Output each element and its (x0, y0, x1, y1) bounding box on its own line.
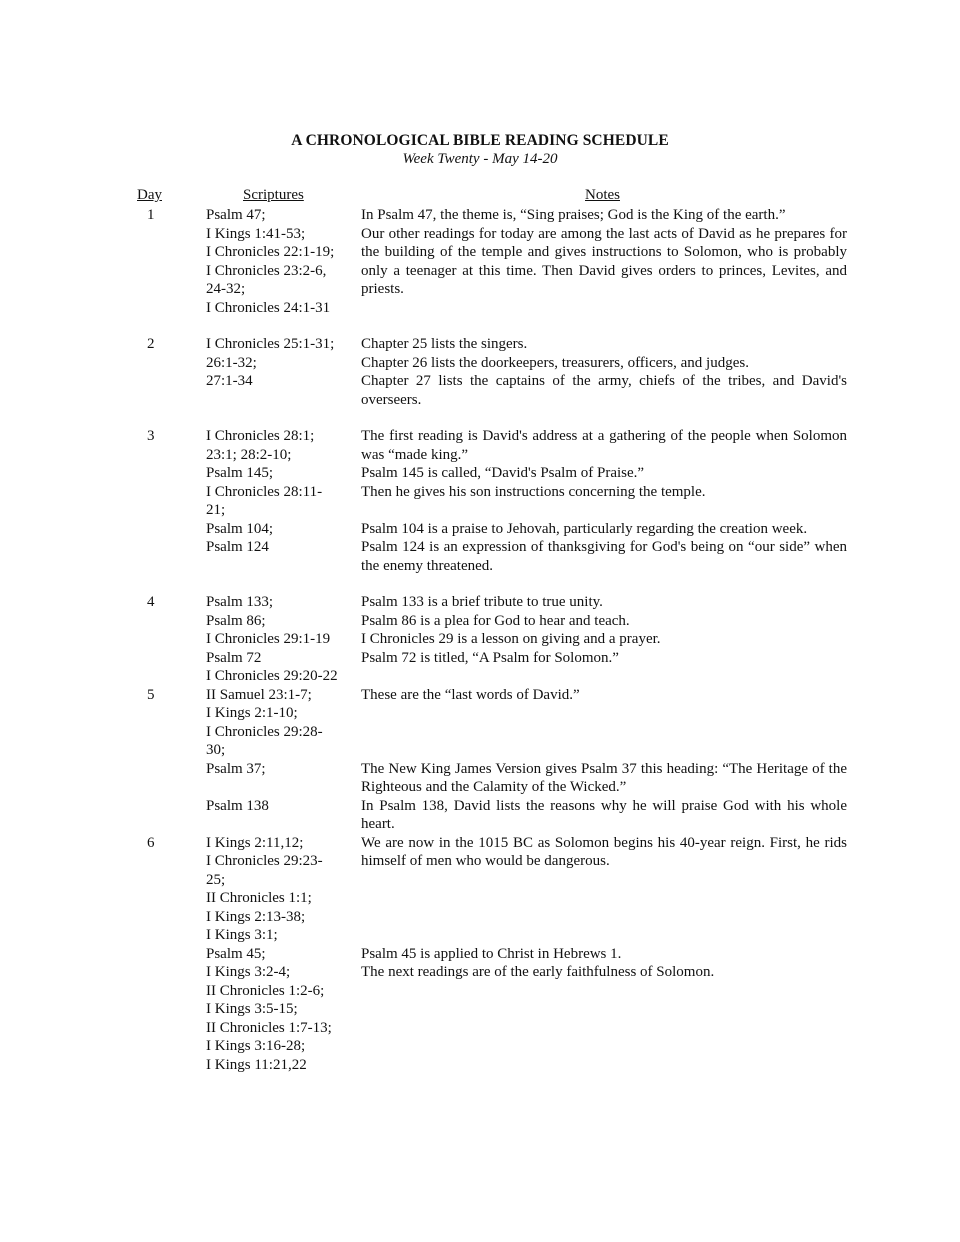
scripture-reference: I Kings 2:11,12; (206, 834, 304, 851)
scripture-reference: I Kings 2:1-10; (206, 705, 298, 721)
reading-note: In Psalm 138, David lists the reasons why he will praise God with his whole heart. (361, 797, 847, 832)
reading-note: Chapter 26 lists the doorkeepers, treasurers, officers, and judges. (361, 354, 749, 371)
reading-note: These are the “last words of David.” (361, 686, 580, 703)
scripture-reference: 30; (206, 742, 226, 758)
reading-note: Psalm 72 is titled, “A Psalm for Solomon.” (361, 649, 619, 666)
scripture-reference: I Kings 11:21,22 (206, 1056, 307, 1073)
scripture-reference: I Kings 2:13-38; (206, 908, 306, 925)
document-subtitle: Week Twenty - May 14-20 (402, 151, 558, 167)
reading-note: The next readings are of the early faithfulness of Solomon. (361, 964, 715, 980)
scripture-reference: I Kings 3:1; (206, 927, 278, 943)
scripture-reference: I Chronicles 28:11- (206, 483, 323, 500)
day-number: 1 (147, 207, 155, 223)
reading-note: Then he gives his son instructions concerning the temple. (361, 483, 706, 500)
scripture-reference: Psalm 47; (206, 207, 266, 223)
scripture-reference: 26:1-32; (206, 354, 257, 371)
scripture-reference: Psalm 133; (206, 594, 274, 610)
column-header-notes: Notes (585, 187, 620, 203)
scripture-reference: Psalm 104; (206, 520, 274, 537)
day-number: 2 (147, 336, 155, 352)
reading-note: In Psalm 47, the theme is, “Sing praises; God is the King of the earth.” (361, 207, 786, 223)
reading-note: Psalm 45 is applied to Christ in Hebrews 1. (361, 945, 622, 962)
reading-note: I Chronicles 29 is a lesson on giving and a prayer. (361, 631, 661, 647)
scripture-reference: II Chronicles 1:2-6; (206, 982, 325, 999)
scripture-reference: I Chronicles 25:1-31; (206, 336, 335, 352)
scripture-reference: I Chronicles 22:1-19; (206, 244, 335, 260)
scripture-reference: I Chronicles 24:1-31 (206, 299, 331, 316)
day-number: 5 (147, 686, 155, 703)
scripture-reference: 23:1; 28:2-10; (206, 446, 292, 463)
reading-note: Chapter 25 lists the singers. (361, 336, 528, 352)
reading-note: Our other readings for today are among the last acts of David as he prepares for the building of the temple and gives instructions to Solomon, who is probably only a teenager at this time. Then David gives orders to princes, Levites, and priests. (361, 225, 847, 297)
reading-note: Psalm 86 is a plea for God to hear and teach. (361, 612, 630, 629)
scripture-reference: 25; (206, 871, 226, 888)
scripture-reference: I Chronicles 29:28- (206, 723, 323, 740)
column-header-day: Day (137, 187, 162, 203)
scripture-reference: I Kings 3:5-15; (206, 1001, 298, 1017)
scripture-reference: 27:1-34 (206, 373, 253, 389)
scripture-reference: I Kings 1:41-53; (206, 225, 306, 242)
scripture-reference: I Chronicles 29:23- (206, 853, 323, 869)
scripture-reference: Psalm 145; (206, 465, 274, 481)
scripture-reference: II Samuel 23:1-7; (206, 686, 312, 703)
scripture-reference: I Chronicles 28:1; (206, 428, 315, 444)
scripture-reference: 21; (206, 502, 226, 518)
scripture-reference: I Kings 3:16-28; (206, 1038, 306, 1054)
column-header-scriptures: Scriptures (243, 187, 304, 203)
scripture-reference: Psalm 86; (206, 612, 266, 629)
scripture-reference: Psalm 45; (206, 945, 266, 962)
scripture-reference: Psalm 124 (206, 539, 269, 555)
scripture-reference: Psalm 72 (206, 649, 262, 666)
reading-note: We are now in the 1015 BC as Solomon begins his 40-year reign. First, he rids himself of men who would be dangerous. (361, 834, 847, 869)
reading-note: The New King James Version gives Psalm 37 this heading: “The Heritage of the Righteous and the Calamity of the Wicked.” (361, 760, 847, 795)
scripture-reference: Psalm 37; (206, 760, 266, 777)
day-number: 4 (147, 594, 155, 610)
scripture-reference: II Chronicles 1:7-13; (206, 1019, 332, 1036)
reading-note: The first reading is David's address at a gathering of the people when Solomon was “made king.” (361, 428, 847, 463)
document-title: A CHRONOLOGICAL BIBLE READING SCHEDULE (291, 132, 669, 149)
day-number: 3 (147, 428, 155, 444)
reading-note: Psalm 145 is called, “David's Psalm of Praise.” (361, 465, 645, 481)
reading-note: Psalm 124 is an expression of thanksgiving for God's being on “our side” when the enemy threatened. (361, 539, 847, 574)
scripture-reference: I Chronicles 29:1-19 (206, 631, 331, 647)
scripture-reference: Psalm 138 (206, 797, 269, 814)
day-number: 6 (147, 834, 155, 851)
scripture-reference: I Chronicles 29:20-22 (206, 668, 338, 684)
scripture-reference: I Chronicles 23:2-6, (206, 262, 327, 279)
reading-note: Psalm 104 is a praise to Jehovah, particularly regarding the creation week. (361, 520, 808, 537)
reading-note: Chapter 27 lists the captains of the army, chiefs of the tribes, and David's overseers. (361, 373, 847, 408)
reading-note: Psalm 133 is a brief tribute to true unity. (361, 594, 603, 610)
scripture-reference: I Kings 3:2-4; (206, 964, 291, 980)
scripture-reference: II Chronicles 1:1; (206, 890, 312, 906)
scripture-reference: 24-32; (206, 281, 246, 297)
